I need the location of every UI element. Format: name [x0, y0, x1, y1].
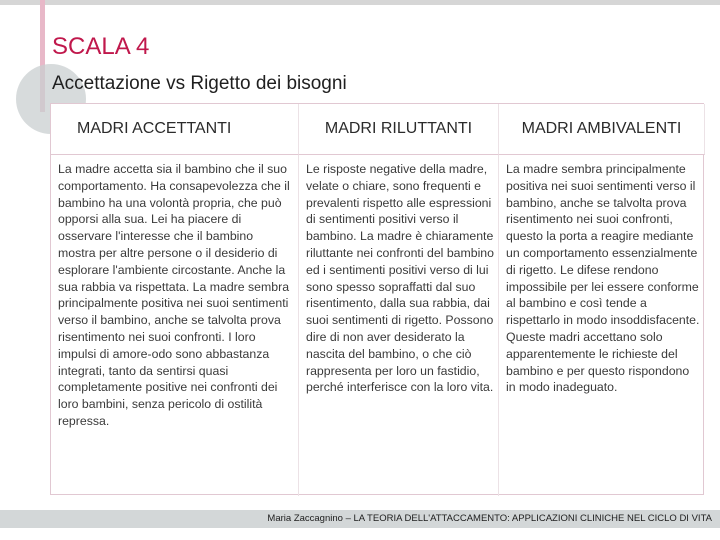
- cell-text: La madre sembra principalmente positiva nei suoi sentimenti verso il bambino, anche se talvolta prova risentimento nei suoi confronti, questo la porta a reagire mediante un comportamento essenzialmente di rigetto. Le difese rendono impossibile per lei essere conforme al bambino e così tende a rispettarlo in modo insoddisfacente. Queste madri accettano solo apparentemente le richieste del bambino e per questo rispondono in modo inadeguato.: [506, 162, 700, 395]
- header-madri-ambivalenti: MADRI AMBIVALENTI: [499, 104, 705, 155]
- footer-text: Maria Zaccagnino – LA TEORIA DELL'ATTACCAMENTO: APPLICAZIONI CLINICHE NEL CICLO DI VITA: [267, 513, 712, 524]
- cell-madri-ambivalenti: [499, 155, 705, 496]
- header-madri-riluttanti: MADRI RILUTTANTI: [299, 104, 499, 155]
- comparison-table: [50, 103, 704, 495]
- footer-band: [0, 510, 720, 528]
- cell-text: Le risposte negative della madre, velate o chiare, sono frequenti e prevalenti rispetto alle espressioni di sentimenti positivi verso il bambino. La madre è chiaramente riluttante nei confronti del bambino ed i sentimenti positivi verso di lui sono spesso sopraffatti dal suo risentimento, dalla sua rabbia, dai suoi sentimenti di rigetto. Possono dire di non aver desiderato la nascita del bambino, o che ciò rappresenta per loro un fastidio, perché interferisce con la loro vita.: [306, 162, 494, 395]
- cell-madri-riluttanti: [299, 155, 499, 496]
- slide-subtitle: Accettazione vs Rigetto dei bisogni: [52, 73, 347, 94]
- header-madri-accettanti: MADRI ACCETTANTI: [51, 104, 299, 155]
- cell-text: La madre accetta sia il bambino che il suo comportamento. Ha consapevolezza che il bambino ha una volontà propria, che può opporsi alla sua. Lei ha piacere di osservare l'interesse che il bambino mostra per altre persone o il desiderio di esplorare l'ambiente circostante. Anche la sua rabbia va rispettata. La madre sembra principalmente positiva nei suoi sentimenti verso il bambino, anche se talvolta prova risentimento nei suoi confronti. I loro impulsi di amore-odo sono abbastanza integrati, tanto da sentirsi quasi completamente positive nei confronti dei loro bambini, senza pericolo di ostilità repressa.: [58, 162, 290, 428]
- slide-title: SCALA 4: [52, 33, 150, 60]
- top-rule: [0, 0, 720, 5]
- cell-madri-accettanti: [51, 155, 299, 496]
